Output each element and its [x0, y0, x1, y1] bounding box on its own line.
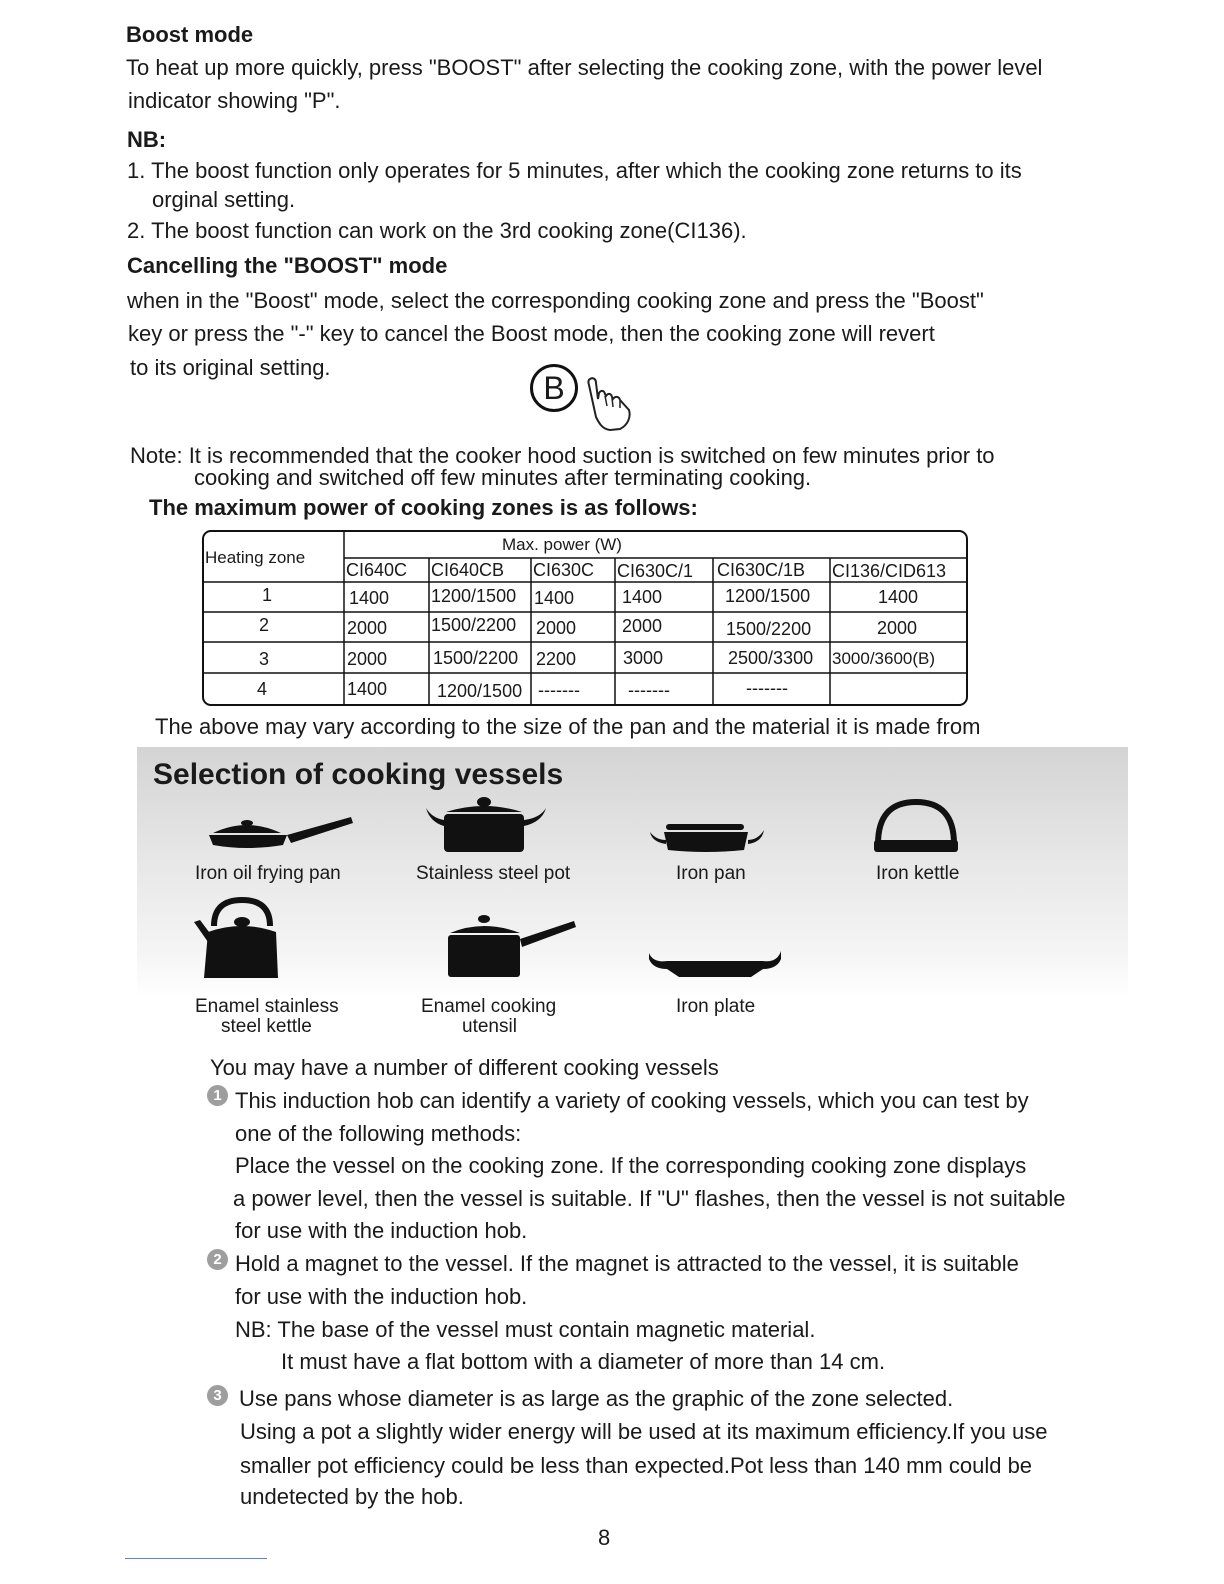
power-cell: 1400: [878, 587, 919, 607]
table-footnote: The above may vary according to the size of the pan and the material it is made from: [155, 714, 981, 739]
power-table-title: The maximum power of cooking zones is as follows:: [149, 495, 698, 520]
power-cell: 3000: [623, 648, 664, 668]
model-header: CI640CB: [431, 560, 505, 580]
step-number-badge: 3: [207, 1385, 228, 1406]
power-cell: 1200/1500: [437, 681, 523, 701]
vessel-label: Iron plate: [676, 996, 756, 1017]
power-cell: -------: [538, 680, 580, 700]
tea-kettle-icon: [192, 896, 286, 980]
nb-item-1-line2: orginal setting.: [152, 187, 296, 212]
test3-line3: smaller pot efficiency could be less than expected.Pot less than 140 mm could be: [240, 1453, 1033, 1478]
nb-item-2: 2. The boost function can work on the 3rd cooking zone(CI136).: [127, 218, 747, 243]
frying-pan-icon: [205, 813, 355, 853]
test1-line2: one of the following methods:: [235, 1121, 522, 1146]
stock-pot-icon: [424, 796, 548, 854]
vessel-label: steel kettle: [221, 1016, 312, 1037]
nb-item-1-line1: 1. The boost function only operates for 5 minutes, after which the cooking zone returns to its: [127, 158, 1022, 183]
step-number-badge: 1: [207, 1085, 228, 1106]
power-cell: 1400: [534, 588, 575, 608]
vessel-label: Iron oil frying pan: [195, 863, 341, 884]
test1-line4: a power level, then the vessel is suitable. If "U" flashes, then the vessel is not suitable: [233, 1186, 1066, 1211]
power-cell: 2000: [347, 649, 388, 669]
vessel-label: Iron kettle: [876, 863, 960, 884]
pointing-hand-icon: [584, 375, 636, 431]
nb-heading: NB:: [127, 127, 167, 152]
tests-intro: You may have a number of different cooking vessels: [210, 1055, 719, 1080]
power-cell: 2000: [622, 616, 663, 636]
table-grid: [202, 530, 968, 706]
power-cell: 2500/3300: [728, 648, 814, 668]
test3-line1: Use pans whose diameter is as large as the graphic of the zone selected.: [239, 1386, 954, 1411]
model-header: CI136/CID613: [832, 561, 947, 581]
power-cell: 1400: [347, 679, 388, 699]
iron-plate-icon: [647, 947, 783, 981]
note-line2: cooking and switched off few minutes after terminating cooking.: [194, 465, 812, 490]
iron-kettle-icon: [872, 796, 960, 854]
boost-paragraph-line2: indicator showing "P".: [128, 88, 341, 113]
model-header: CI630C: [533, 560, 595, 580]
zone-cell: 3: [259, 649, 270, 669]
test2-line4: It must have a flat bottom with a diameter of more than 14 cm.: [281, 1349, 886, 1374]
vessel-label: Enamel stainless: [195, 996, 339, 1017]
note-line1: Note: It is recommended that the cooker hood suction is switched on few minutes prior to: [130, 443, 995, 468]
power-cell: 2000: [347, 618, 388, 638]
iron-pan-icon: [648, 822, 766, 854]
test1-line3: Place the vessel on the cooking zone. If the corresponding cooking zone displays: [235, 1153, 1027, 1178]
max-power-table: [202, 530, 968, 706]
power-cell: 1500/2200: [433, 648, 519, 668]
vessels-heading: Selection of cooking vessels: [153, 758, 564, 791]
power-cell: 2000: [877, 618, 918, 638]
boost-paragraph-line1: To heat up more quickly, press "BOOST" after selecting the cooking zone, with the power level: [126, 55, 1043, 80]
cancel-boost-heading: Cancelling the "BOOST" mode: [127, 253, 448, 278]
test3-line4: undetected by the hob.: [240, 1484, 464, 1509]
zone-cell: 1: [262, 585, 273, 605]
model-header: CI640C: [346, 560, 408, 580]
test2-line1: Hold a magnet to the vessel. If the magnet is attracted to the vessel, it is suitable: [235, 1251, 1019, 1276]
step-number-badge: 2: [207, 1249, 228, 1270]
vessel-label: Stainless steel pot: [416, 863, 571, 884]
power-cell: 1200/1500: [431, 586, 517, 606]
boost-key-icon: B: [530, 364, 578, 412]
test1-line5: for use with the induction hob.: [235, 1218, 528, 1243]
cancel-boost-line3: to its original setting.: [130, 355, 331, 380]
power-cell: 1400: [349, 588, 390, 608]
page-number: 8: [598, 1525, 611, 1550]
zone-cell: 4: [257, 679, 268, 699]
power-cell: 1500/2200: [726, 619, 812, 639]
saucepan-icon: [444, 913, 578, 979]
test2-line3: NB: The base of the vessel must contain magnetic material.: [235, 1317, 816, 1342]
max-power-header: Max. power (W): [502, 535, 622, 554]
test3-line2: Using a pot a slightly wider energy will be used at its maximum efficiency.If you use: [240, 1419, 1048, 1444]
power-cell: 3000/3600(B): [832, 649, 936, 668]
model-header: CI630C/1B: [717, 560, 806, 580]
zone-cell: 2: [259, 615, 270, 635]
power-cell: 1200/1500: [725, 586, 811, 606]
vessel-label: utensil: [462, 1016, 517, 1037]
power-cell: -------: [746, 678, 788, 698]
footer-rule: [125, 1558, 267, 1559]
vessel-label: Iron pan: [676, 863, 746, 884]
test2-line2: for use with the induction hob.: [235, 1284, 528, 1309]
power-cell: 2200: [536, 649, 577, 669]
model-header: CI630C/1: [617, 561, 694, 581]
power-cell: 1400: [622, 587, 663, 607]
zone-column-header: Heating zone: [205, 548, 306, 567]
cancel-boost-line2: key or press the "-" key to cancel the Boost mode, then the cooking zone will revert: [128, 321, 935, 346]
vessel-label: Enamel cooking: [421, 996, 557, 1017]
cancel-boost-line1: when in the "Boost" mode, select the corresponding cooking zone and press the "Boost": [127, 288, 984, 313]
power-cell: 1500/2200: [431, 615, 517, 635]
power-cell: -------: [628, 680, 670, 700]
test1-line1: This induction hob can identify a variety of cooking vessels, which you can test by: [235, 1088, 1029, 1113]
boost-heading: Boost mode: [126, 22, 254, 47]
power-cell: 2000: [536, 618, 577, 638]
